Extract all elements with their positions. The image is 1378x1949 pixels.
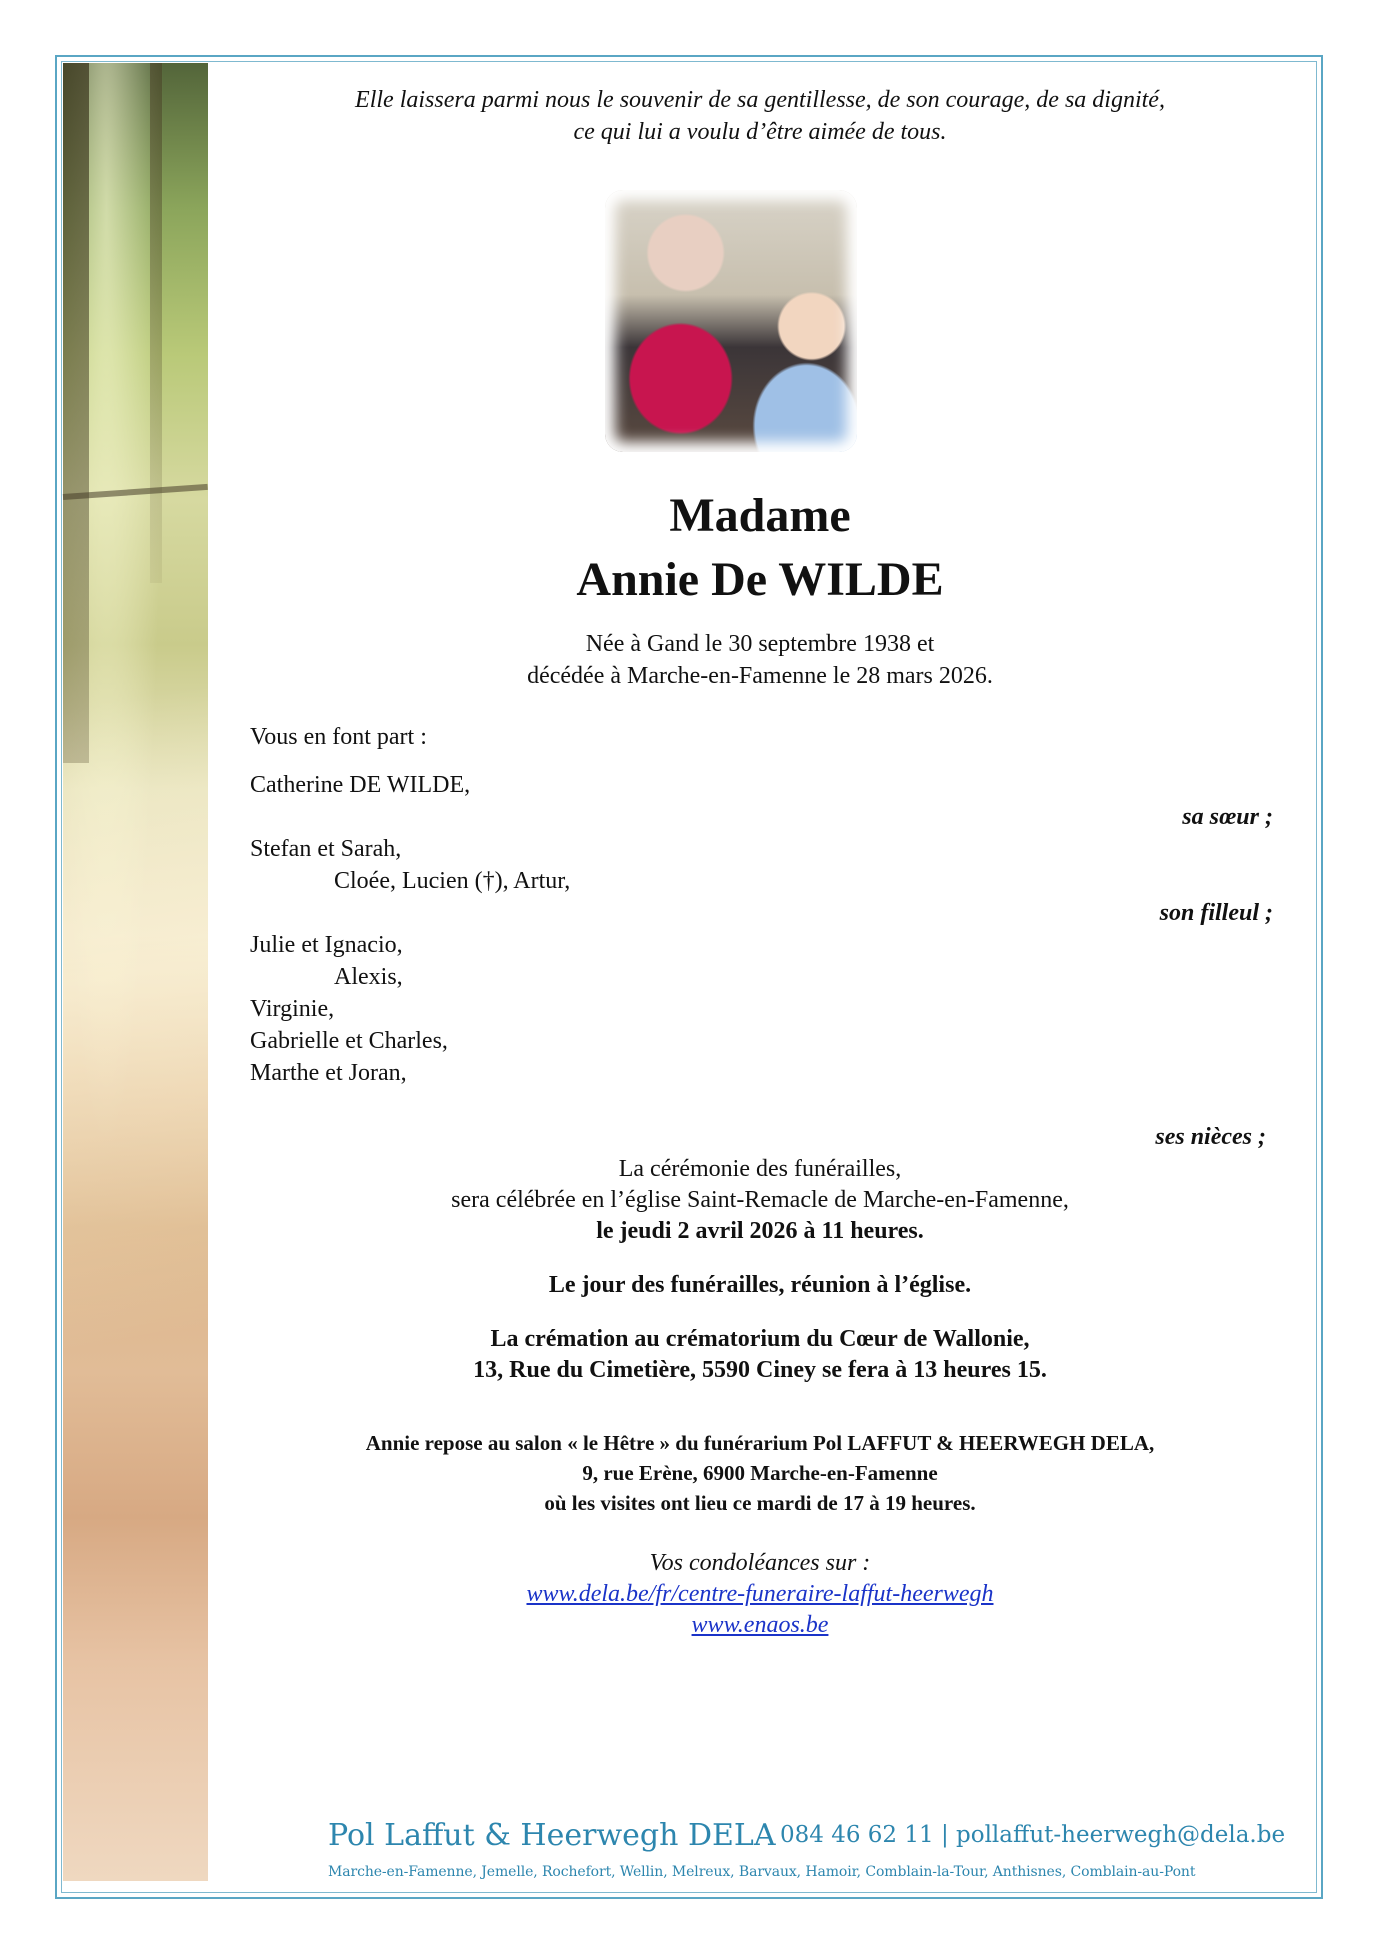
- announcer-name: Gabrielle et Charles,: [250, 1028, 448, 1054]
- announcers-intro: Vous en font part :: [250, 724, 427, 750]
- announcer-name: Catherine DE WILDE,: [250, 772, 471, 798]
- visitation-line: Annie repose au salon « le Hêtre » du funérarium Pol LAFFUT & HEERWEGH DELA,: [365, 1431, 1155, 1455]
- condolences-label: Vos condoléances sur :: [649, 1550, 871, 1576]
- birth-line: Née à Gand le 30 septembre 1938 et: [585, 631, 935, 657]
- ceremony-line: La cérémonie des funérailles,: [618, 1156, 902, 1182]
- announcer-name: Cloée, Lucien (†), Artur,: [334, 868, 571, 894]
- memorial-quote: [240, 84, 1280, 148]
- cremation-line: 13, Rue du Cimetière, 5590 Ciney se fera à 13 heures 15.: [473, 1357, 1047, 1383]
- cremation-info: [240, 1324, 1280, 1386]
- quote-line: ce qui lui a voulu d’être aimée de tous.: [573, 119, 947, 145]
- quote-line: Elle laissera parmi nous le souvenir de sa gentillesse, de son courage, de sa dignité,: [355, 87, 1165, 113]
- relation-label: son filleul ;: [1159, 900, 1273, 926]
- relation-label: ses nièces ;: [1155, 1124, 1266, 1150]
- tree-trunk-decoration: [150, 63, 162, 583]
- deceased-name: Annie De WILDE: [576, 553, 944, 606]
- visitation-info: [240, 1428, 1280, 1518]
- visitation-line: 9, rue Erène, 6900 Marche-en-Famenne: [582, 1461, 938, 1485]
- announcer-name: Virginie,: [250, 996, 335, 1022]
- relation-label: sa sœur ;: [1182, 804, 1273, 830]
- announcer-name: Stefan et Sarah,: [250, 836, 402, 862]
- cremation-line: La crémation au crématorium du Cœur de Wallonie,: [490, 1326, 1030, 1352]
- ceremony-line: sera célébrée en l’église Saint-Remacle de Marche-en-Famenne,: [451, 1187, 1069, 1213]
- visitation-line: où les visites ont lieu ce mardi de 17 à 19 heures.: [544, 1491, 976, 1515]
- funeral-home-contact: 084 46 62 11 | pollaffut-heerwegh@dela.be: [780, 1822, 1286, 1848]
- announcer-name: Julie et Ignacio,: [250, 932, 403, 958]
- honorific-title: Madame: [669, 489, 851, 542]
- death-line: décédée à Marche-en-Famenne le 28 mars 2026.: [527, 663, 993, 689]
- meeting-info: Le jour des funérailles, réunion à l’église.: [548, 1272, 972, 1298]
- condolences-link-enaos[interactable]: www.enaos.be: [691, 1612, 829, 1638]
- funeral-home-logo: Pol Laffut & Heerwegh DELA: [328, 1818, 776, 1853]
- announcer-name: Alexis,: [334, 964, 403, 990]
- funeral-home-locations: Marche-en-Famenne, Jemelle, Rochefort, Wellin, Melreux, Barvaux, Hamoir, Comblain-la-Tour, Anthisnes, Comblain-au-Pont: [328, 1864, 1196, 1880]
- ceremony-info: [240, 1154, 1280, 1247]
- tree-trunk-decoration: [63, 63, 89, 763]
- ceremony-date: le jeudi 2 avril 2026 à 11 heures.: [596, 1218, 924, 1244]
- condolences-section: [240, 1548, 1280, 1641]
- birth-death-info: [240, 628, 1280, 692]
- portrait-photo: [605, 190, 857, 452]
- condolences-link-dela[interactable]: www.dela.be/fr/centre-funeraire-laffut-heerwegh: [526, 1581, 994, 1607]
- announcer-name: Marthe et Joran,: [250, 1060, 407, 1086]
